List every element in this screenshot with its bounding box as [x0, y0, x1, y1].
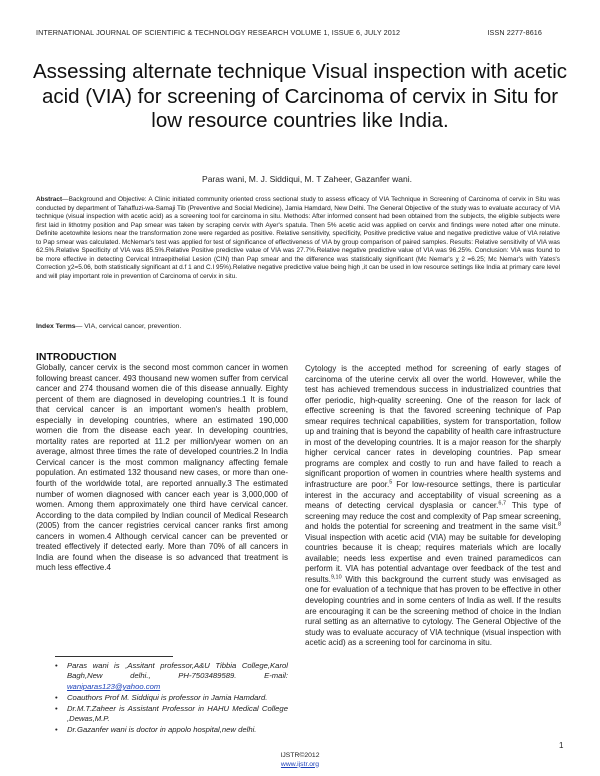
footnote-text: Dr.Gazanfer wani is doctor in appolo hospital,new delhi.	[67, 724, 257, 734]
journal-website-link[interactable]: www.ijstr.org	[280, 760, 320, 768]
citation-9-10: 9,10	[330, 574, 342, 581]
body-column-right	[305, 364, 561, 649]
intro-text-part-5: With this background the current study was envisaged as one for evaluation of a technique that has proven to be effective in other developing countries and in some centers of India as well. If the results are encouraging it can be the screening method of choice in the Indian rural setting as an alternative to cytology. The General Objective of the study was to evaluate accuracy of VIA technique (visual inspection with acetic acid) as a screening tool for carcinoma in situ.	[305, 574, 561, 648]
index-terms-label: Index Terms	[36, 323, 76, 330]
footnote-text: Dr.M.T.Zaheer is Assistant Professor in HAHU Medical College ,Dewas,M.P.	[67, 703, 288, 724]
paper-title: Assessing alternate technique Visual inspection with acetic acid (VIA) for screening of Carcinoma of cervix in Situ for low resource countries like India.	[32, 60, 568, 132]
footnote-text: Coauthors Prof M. Siddiqui is professor in Jamia Hamdard.	[67, 692, 268, 702]
section-heading-introduction: INTRODUCTION	[36, 351, 117, 363]
intro-text-part-2: For low-resource settings, there is particular interest in the accuracy and acceptability of visual screening as a means of detecting cervical dysplasia or cancer.	[305, 480, 561, 511]
citation-5: 5	[389, 479, 393, 486]
footnote-divider	[55, 656, 173, 657]
footnote-item	[55, 704, 288, 725]
index-terms	[36, 323, 560, 330]
footer-copyright: IJSTR©2012	[280, 752, 320, 759]
author-email-link[interactable]: waniparas123@yahoo.com	[67, 681, 161, 691]
page-footer	[0, 752, 600, 769]
journal-name: INTERNATIONAL JOURNAL OF SCIENTIFIC & TECHNOLOGY RESEARCH VOLUME 1, ISSUE 6, JULY 2012	[36, 28, 401, 37]
footnote-list	[55, 661, 288, 736]
running-header	[36, 28, 564, 37]
index-terms-text: — VIA, cervical cancer, prevention.	[75, 323, 182, 330]
footnote-item	[55, 725, 288, 735]
body-column-left	[36, 363, 288, 574]
footnote-bullet: •	[55, 724, 58, 734]
issn: ISSN 2277-8616	[487, 28, 542, 37]
abstract-label: Abstract	[36, 196, 63, 203]
intro-text-part-1: Cytology is the accepted method for screening of early stages of carcinoma of the uterine cervix all over the world. However, while the test has achieved tremendous success in industrialized countries that offer periodic, high-quality screening. One of the reason for lack of effective screening is that the favored screening technique of Pap smear requires technical capabilities, system for transportation, follow up and training that is beyond the capability of health care infrastructure in most of the developing countries. It is a major reason for the sharply higher cervical cancer rates in developing countries. Pap smear programs are complex and costly to run and have failed to reach a significant proportion of women in countries where health systems and infrastructure are poor.	[305, 364, 561, 490]
footnote-item	[55, 693, 288, 703]
intro-text-part-3: This type of screening may reduce the cost and complexity of Pap smear screening, and holds the potential for screening and treatment in the same visit.	[305, 501, 561, 532]
page-number: 1	[559, 741, 564, 750]
intro-paragraph-left: Globally, cancer cervix is the second most common cancer in women following breast cancer. 493 thousand new women suffer from cervical cancer and 274 thousand women die of this disease annually. Eighty percent of them are diagnosed in developing countries.1 It is found that cervical cancer is an important women's health problem, especially in developing countries, where an estimated 190,000 women die from the disease each year. In developing countries, mortality rates are reported at 11.2 per million/year women on an average, almost three times the rate of developed countries.2 In India Cervical cancer is the most common malignancy affecting female population. An estimated 132 thousand new cases, or more than one-fourth of the worldwide total, are reported annually.3 The estimated number of women diagnosed with cancer each year is 3,000,000 of women. Among them approximately one third have cervical cancer. According to the data compiled by Indian council of Medical Research (2005) from the cancer registries cervical cancer ranks first among cancers in women.4 Although cervical cancer can be prevented or treated effectively if detected early. More than 70% of all cancers in India are found when the disease is so advanced that treatment is much less effective.4	[36, 363, 288, 573]
footnote-text: Paras wani is ,Assitant professor,A&U Tibbia College,Karol Bagh,New delhi., PH-7503489589. E-mail:	[67, 661, 288, 681]
abstract-text: —Background and Objective: A Clinic initiated community oriented cross sectional study to assess efficacy of VIA Technique in Screening of Carcinoma of cervix in Situ was conducted by department of Tahaffuzi-wa-Samaji Tib (Preventive and Social Medicine), Jamia Hamdard, New Delhi. The General Objective of the study was to evaluate accuracy of VIA technique (visual inspection with acetic acid) as a screening tool for carcinoma in situ. Methods: After informed consent had been obtained from the subjects, the eligible subjects were first laid in lithotmy position and Pap smear was taken by scraping cervix with Ayer's spatula. Then 5% acetic acid was applied on cervix and findings were noted after one minute. Definite acetowhite lesions near the transformation zone were regarded as positive. Relative sensitivity, specificity, Positive predictive value and negative predictive value of VIA relative to Pap smear was calculated. McNemar's test was applied for test of significance of effectiveness of VIA by group comparison of paired samples. Results: Relative sensitivity of VIA was 62.5%.Relative Specificity of VIA was 85.5%.Relative Positive predictive value of VIA was 27.7%.Relative negative predictive value of VIA was 96.25%. Conclusion: VIA was found to be more effective in detecting Cervical Intraepithelial Lesion (CIN) than Pap smear and the difference was statistically significant (Mc Nemar's χ 2 =6.25; Mc Nemar's with Yates's Correction χ2=5.06, both statistically significant at d.f 1 and C.I 95%).Relative negative predictive value being high ,it can be used in low resource settings like India at primary care level and will play important role in prevention of Carcinoma of cervix in situ.	[36, 196, 560, 280]
abstract	[36, 196, 560, 281]
footnote-bullet: •	[55, 703, 58, 713]
citation-8: 8	[557, 521, 561, 528]
citation-6-7: 6,7	[498, 500, 507, 507]
intro-text-part-4: Visual inspection with acetic acid (VIA) may be suitable for developing countries because it is cheap; requires materials which are locally available; needs less expertise and even trained paramedicos can perform it. VIA has potential advantage over feedback of the test and results.	[305, 532, 561, 584]
author-list: Paras wani, M. J. Siddiqui, M. T Zaheer, Gazanfer wani.	[202, 174, 412, 184]
footnote-bullet: •	[55, 661, 58, 670]
footnote-bullet: •	[55, 692, 58, 702]
footnote-item	[55, 661, 288, 692]
